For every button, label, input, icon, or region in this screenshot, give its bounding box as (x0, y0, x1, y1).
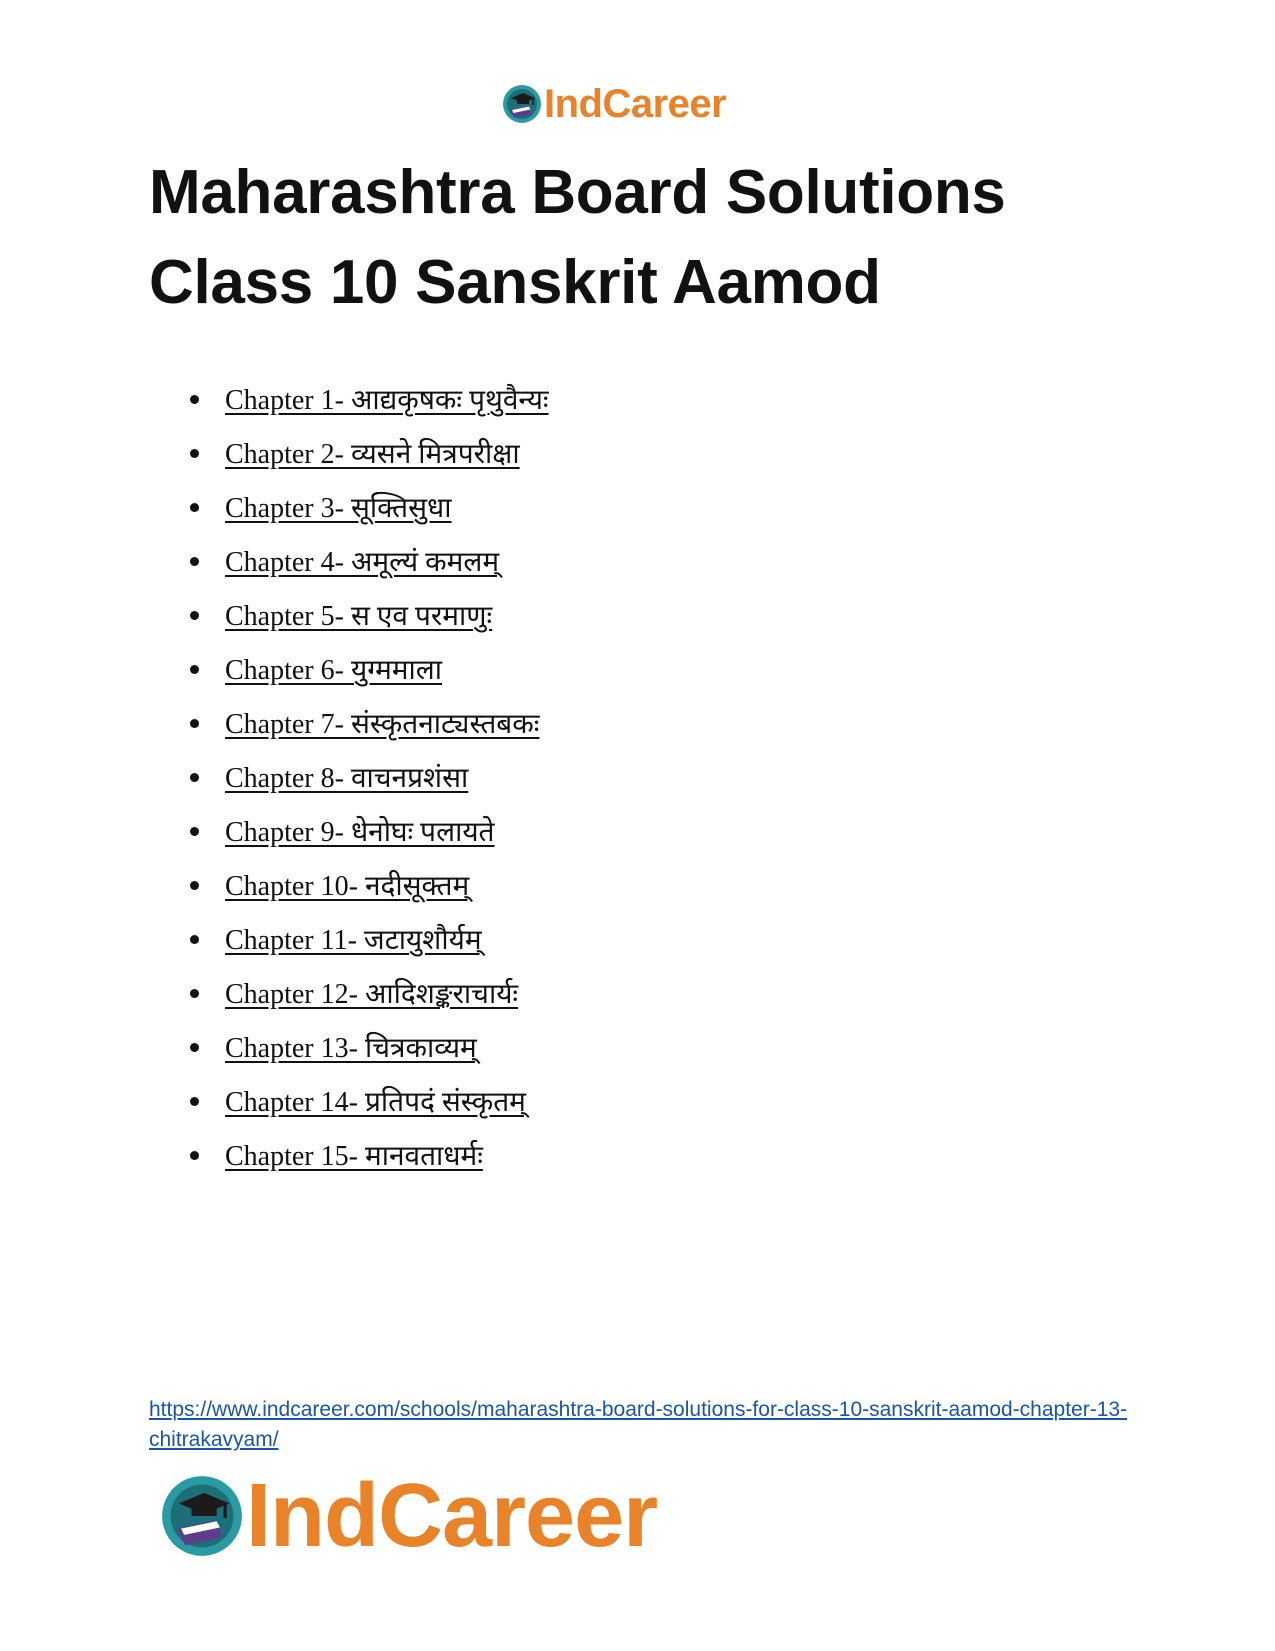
bullet-icon (190, 881, 199, 890)
bullet-icon (190, 665, 199, 674)
list-item (149, 966, 549, 1020)
list-item (149, 750, 549, 804)
bullet-icon (190, 989, 199, 998)
chapter-link-11[interactable]: Chapter 11- जटायुशौर्यम् (225, 925, 482, 956)
list-item (149, 1074, 549, 1128)
chapter-link-3[interactable]: Chapter 3- सूक्तिसुधा (225, 493, 452, 524)
chapter-link-5[interactable]: Chapter 5- स एव परमाणुः (225, 601, 493, 632)
bullet-icon (190, 827, 199, 836)
bullet-icon (190, 449, 199, 458)
list-item (149, 804, 549, 858)
chapter-link-12[interactable]: Chapter 12- आदिशङ्कराचार्यः (225, 979, 519, 1010)
brand-wordmark: IndCareer (246, 1466, 658, 1566)
list-item (149, 642, 549, 696)
list-item (149, 534, 549, 588)
page-title (149, 148, 1199, 328)
footer-logo (160, 1468, 657, 1564)
list-item (149, 1020, 549, 1074)
list-item (149, 858, 549, 912)
chapter-link-7[interactable]: Chapter 7- संस्कृतनाट्यस्तबकः (225, 709, 540, 740)
page-title-line-1: Maharashtra Board Solutions (149, 158, 1006, 227)
list-item (149, 480, 549, 534)
bullet-icon (190, 395, 199, 404)
chapter-link-13[interactable]: Chapter 13- चित्रकाव्यम् (225, 1033, 477, 1064)
list-item (149, 1128, 549, 1182)
list-item (149, 912, 549, 966)
bullet-icon (190, 611, 199, 620)
brand-wordmark: IndCareer (544, 82, 727, 126)
chapter-link-9[interactable]: Chapter 9- धेनोघः पलायते (225, 817, 495, 848)
graduation-book-icon (160, 1474, 244, 1558)
bullet-icon (190, 1043, 199, 1052)
chapter-link-4[interactable]: Chapter 4- अमूल्यं कमलम् (225, 547, 500, 578)
chapter-link-15[interactable]: Chapter 15- मानवताधर्मः (225, 1141, 483, 1172)
chapter-list (149, 372, 549, 1182)
chapter-link-6[interactable]: Chapter 6- युग्ममाला (225, 655, 443, 686)
bullet-icon (190, 935, 199, 944)
chapter-link-2[interactable]: Chapter 2- व्यसने मित्रपरीक्षा (225, 439, 520, 470)
chapter-link-10[interactable]: Chapter 10- नदीसूक्तम् (225, 871, 470, 902)
bullet-icon (190, 503, 199, 512)
list-item (149, 696, 549, 750)
graduation-book-icon (502, 84, 542, 124)
chapter-link-14[interactable]: Chapter 14- प्रतिपदं संस्कृतम् (225, 1087, 526, 1118)
source-url-link[interactable]: https://www.indcareer.com/schools/maharashtra-board-solutions-for-class-10-sanskrit-aamod-chapter-13-chitrakavyam/ (149, 1398, 1128, 1451)
chapter-link-8[interactable]: Chapter 8- वाचनप्रशंसा (225, 763, 469, 794)
bullet-icon (190, 773, 199, 782)
chapter-link-1[interactable]: Chapter 1- आद्यकृषकः पृथुवैन्यः (225, 385, 549, 416)
bullet-icon (190, 1151, 199, 1160)
list-item (149, 588, 549, 642)
list-item (149, 372, 549, 426)
header-logo (502, 80, 726, 128)
bullet-icon (190, 1097, 199, 1106)
list-item (149, 426, 549, 480)
bullet-icon (190, 557, 199, 566)
bullet-icon (190, 719, 199, 728)
page-title-line-2: Class 10 Sanskrit Aamod (149, 248, 881, 317)
